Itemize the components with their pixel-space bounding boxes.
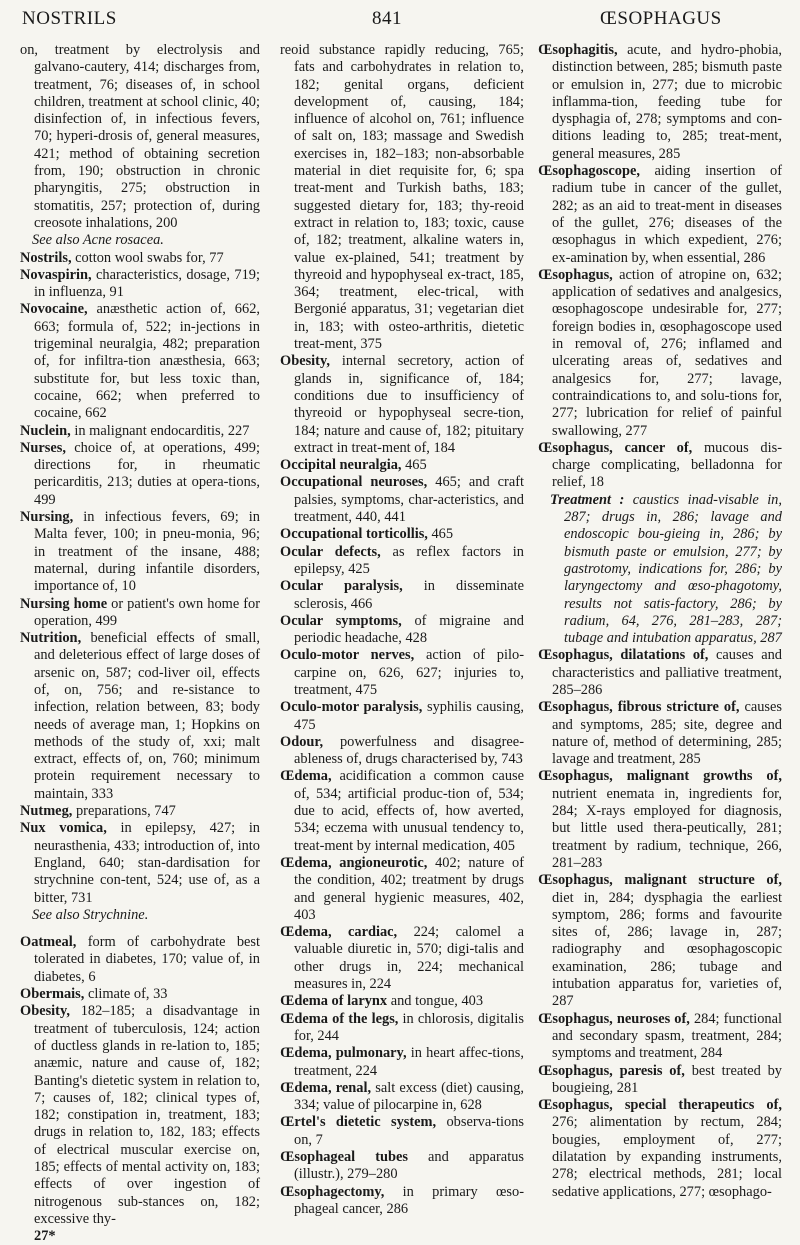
index-entry-heading: Œsophagus, special therapeutics of, <box>538 1097 782 1114</box>
index-entry <box>280 647 524 699</box>
index-entry <box>20 803 260 820</box>
index-entry-heading: Œsophagus, malignant structure of, <box>538 872 782 889</box>
index-entry-text: salt excess (diet) causing, 334; value of pilocarpine in, 628 <box>294 1079 524 1114</box>
index-gap <box>20 924 260 934</box>
index-entry-heading: Occupational neuroses, <box>280 474 428 491</box>
index-entry <box>20 301 260 422</box>
index-entry <box>280 578 524 613</box>
index-entry-text: beneficial effects of small, and deleterious effect of large doses of arsenic on, 587; cod-liver oil, effects of, on, 756; and re-sistance to infection, relation between, 83; body needs of average man, 1; Hopkins on methods of the study of, xxi; malt extract, effects of, on, 760; minimum protein requirement necessary to maintain, 333 <box>34 630 260 802</box>
index-entry <box>20 509 260 595</box>
index-entry <box>538 1063 782 1098</box>
index-entry-text: 465 <box>401 457 427 474</box>
index-entry <box>280 1149 524 1184</box>
index-entry-text: 465; and craft palsies, symptoms, char-acteristics, and treatment, 440, 441 <box>294 474 524 526</box>
index-entry-heading: Œdema of larynx <box>280 993 388 1010</box>
index-entry <box>538 163 782 267</box>
index-entry-text: in disseminate sclerosis, 466 <box>294 578 524 612</box>
signature-mark: 27* <box>34 1228 56 1245</box>
index-entry-heading: Œdema of the legs, <box>280 1010 399 1027</box>
index-entry-text: on, treatment by electrolysis and galvano-cautery, 414; discharges from, treatment, 76; diseases of, in school children, treatment at school clinic, 40; disinfection of, in infectious fevers, 70; hyperi-drosis of, general measures, 421; method of obtaining secretion from, 190; obstruction in chronic pharyngitis, 275; obstruction in stomatitis, 257; protection of, during creosote inhalations, 200 <box>20 42 260 231</box>
index-entry-text: of migraine and periodic headache, 428 <box>294 612 524 647</box>
index-entry-heading: Nursing home <box>20 595 108 612</box>
index-entry-heading: Occupational torticollis, <box>280 526 428 543</box>
index-entry <box>280 768 524 854</box>
index-entry-heading: Nostrils, <box>20 249 72 266</box>
index-entry-heading: Nursing, <box>20 509 74 526</box>
index-entry-text: action of pilo-carpine on, 626, 627; injuries to, treatment, 475 <box>294 647 524 698</box>
index-entry-text: anæsthetic action of, 662, 663; formula of, 522; in-jections in trigeminal neuralgia, 482; preparation of, for infiltra-tion anæsthesia, 663; substitute for, but less toxic than, cocaine, 662; when preferred to cocaine, 662 <box>34 301 260 422</box>
index-entry-text: and tongue, 403 <box>387 993 484 1010</box>
index-entry <box>280 924 524 993</box>
index-entry-text: 224; calomel a valuable diuretic in, 570; digi-talis and other drugs in, 224; mechanical measures in, 224 <box>294 924 524 993</box>
index-entry <box>280 457 524 474</box>
index-entry-heading: Ocular paralysis, <box>280 578 403 595</box>
index-entry-heading: Treatment : <box>550 491 625 508</box>
index-entry-text: acute, and hydro-phobia, distinction between, 285; bismuth paste or emulsion in, 277; due to microbic inflamma-tion, feeding tube for dysphagia of, 278; symptoms and con-ditions leading to, 285; treat-ment, general measures, 285 <box>552 42 782 162</box>
index-entry-text: characteristics, dosage, 719; in influenza, 91 <box>34 266 260 301</box>
index-entry-text: diet in, 284; dysphagia the earliest symptom, 286; forms and favourite sites of, 286; lavage in, 287; radiography and œsophagoscopic examination, 286; tubage and intubation apparatus for, varieties of, 287 <box>552 889 782 1010</box>
index-entry-heading: Œsophagectomy, <box>280 1183 385 1200</box>
index-entry-text: 284; functional and secondary spasm, treatment, 284; symptoms and treatment, 284 <box>552 1010 782 1062</box>
index-entry <box>280 544 524 579</box>
index-entry-heading: Novaspirin, <box>20 266 92 283</box>
index-entry <box>538 768 782 872</box>
index-entry <box>538 647 782 699</box>
index-entry <box>280 1184 524 1219</box>
running-header-right: ŒSOPHAGUS <box>600 8 722 29</box>
index-entry <box>20 1003 260 1228</box>
index-entry-heading: Œsophagus, neuroses of, <box>538 1010 690 1027</box>
index-entry <box>280 1080 524 1115</box>
index-entry-text: form of carbohydrate best tolerated in diabetes, 170; value of, in diabetes, 6 <box>34 934 260 985</box>
index-entry-heading: Œdema, <box>280 768 332 785</box>
index-entry <box>20 423 260 440</box>
index-entry <box>538 699 782 768</box>
index-entry-heading: Obermais, <box>20 986 85 1003</box>
index-entry-heading: Nutrition, <box>20 630 82 647</box>
index-entry <box>20 630 260 803</box>
index-entry <box>280 613 524 648</box>
index-entry <box>20 907 260 924</box>
index-entry-text: in primary œso-phageal cancer, 286 <box>294 1183 524 1217</box>
index-entry-text: 182–185; a disadvantage in treatment of tuberculosis, 124; action of ductless glands in re-lation to, 185; anæmic, nature and cause of, 182; Banting's dietetic system in relation to, 7; causes of, 182; clinical types of, 182; constipation in, treatment, 183; drugs in relation to, 182, 183; effects of electrical muscular exercise on, 185; effects of mental activity on, 183; effects of over ingestion of nitrogenous sub-stances on, 182; excessive thy- <box>34 1003 260 1227</box>
index-entry <box>538 440 782 492</box>
index-entry <box>280 734 524 769</box>
index-entry-text: cotton wool swabs for, 77 <box>71 249 224 266</box>
index-column-3 <box>538 42 782 1201</box>
index-entry-heading: Nux vomica, <box>20 820 107 837</box>
running-header-left: NOSTRILS <box>22 8 117 29</box>
index-entry <box>280 699 524 734</box>
index-entry-heading: Œsophagus, cancer of, <box>538 439 693 456</box>
index-entry-text: observa-tions on, 7 <box>294 1114 524 1148</box>
index-entry-heading: Novocaine, <box>20 301 88 318</box>
index-entry-text: action of atropine on, 632; application of sedatives and analgesics, œsophagoscope undesirable for, 277; foreign bodies in, œsophagoscope used in removal of, 276; inflamed and ulcerating areas of, sedatives and analgesics for, 277; lavage, contraindications to, and solu-tions for, 277; lubrication for relief of painful swallowing, 277 <box>552 266 782 439</box>
index-entry <box>538 1097 782 1201</box>
index-entry <box>538 267 782 440</box>
index-entry-text: powerfulness and disagree-ableness of, drugs characterised by, 743 <box>294 733 524 768</box>
index-entry-heading: Œsophagitis, <box>538 42 618 58</box>
index-entry-text: in infectious fevers, 69; in Malta fever, 100; in pneu-monia, 96; in treatment of the insane, 488; maternal, during infantile disorders, importance of, 10 <box>34 509 260 595</box>
index-entry-text: best treated by bougieing, 281 <box>552 1062 783 1096</box>
index-entry <box>538 1011 782 1063</box>
index-entry-text: as reflex factors in epilepsy, 425 <box>294 543 524 577</box>
index-entry-heading: Œsophagus, dilatations of, <box>538 647 709 664</box>
index-entry-text: and apparatus (illustr.), 279–280 <box>294 1149 524 1183</box>
index-entry-text: in epilepsy, 427; in neurasthenia, 433; introduction of, into England, 640; stan-dardisation for strychnine con-tent, 524; use of, as a bitter, 731 <box>34 820 261 906</box>
index-entry <box>280 42 524 353</box>
index-entry-text: causes and characteristics and palliative treatment, 285–286 <box>552 647 782 698</box>
index-entry-text: in chlorosis, digitalis for, 244 <box>294 1010 524 1044</box>
index-entry <box>20 986 260 1003</box>
index-entry-heading: Odour, <box>280 733 324 750</box>
index-entry-heading: Ocular defects, <box>280 543 381 560</box>
index-entry-text: mucous dis-charge complicating, belladonna for relief, 18 <box>552 439 782 491</box>
index-entry-text: 276; alimentation by rectum, 284; bougies, employment of, 277; dilatation by expanding instruments, 278; electrical methods, 281; local sedative applications, 277; œsophago- <box>552 1114 782 1200</box>
index-entry-heading: Oculo-motor paralysis, <box>280 699 423 716</box>
index-entry-text: climate of, 33 <box>84 986 168 1003</box>
index-entry-text: in malignant endocarditis, 227 <box>70 422 250 439</box>
index-entry-text: preparations, 747 <box>72 803 176 820</box>
index-entry <box>20 232 260 249</box>
index-entry <box>280 526 524 543</box>
index-column-2 <box>280 42 524 1218</box>
index-entry <box>280 855 524 924</box>
index-entry <box>20 42 260 232</box>
index-entry-text: syphilis causing, 475 <box>294 699 524 733</box>
index-entry-heading: Occipital neuralgia, <box>280 457 402 474</box>
index-entry <box>20 250 260 267</box>
index-entry <box>280 1045 524 1080</box>
index-entry-text: internal secretory, action of glands in, significance of, 184; conditions due to insufficiency of thyreoid or hypophyseal secre-tion, 184; nature and cause of, 182; pituitary extract in treat-ment of, 184 <box>294 353 524 456</box>
page-number: 841 <box>372 8 402 29</box>
index-entry-heading: Œdema, cardiac, <box>280 924 398 941</box>
index-entry-heading: Œsophagus, <box>538 266 613 283</box>
index-entry-text: 402; nature of the condition, 402; treatment by drugs and general hygienic measures, 402, 403 <box>294 854 524 923</box>
index-entry-heading: Œdema, renal, <box>280 1079 372 1096</box>
index-entry-heading: Oatmeal, <box>20 934 77 951</box>
index-entry <box>538 872 782 1010</box>
index-entry-heading: Œsophageal tubes <box>280 1149 408 1165</box>
index-entry-text: nutrient enemata in, ingredients for, 284; X-rays employed for diagnosis, but little used thera-peutically, 281; treatment by radium, technique, 266, 281–283 <box>552 785 782 871</box>
index-entry-heading: Œsophagus, malignant growths of, <box>538 768 782 785</box>
index-entry-text: See also Acne rosacea. <box>32 232 164 249</box>
index-entry-heading: Nuclein, <box>20 422 71 439</box>
index-entry <box>20 934 260 986</box>
index-entry-text: or patient's own home for operation, 499 <box>34 595 260 629</box>
index-entry-text: See also Strychnine. <box>32 906 149 923</box>
index-entry <box>20 596 260 631</box>
index-entry <box>20 267 260 302</box>
index-entry <box>280 1011 524 1046</box>
index-entry-heading: Œrtel's dietetic system, <box>280 1114 437 1131</box>
index-entry-text: in heart affec-tions, treatment, 224 <box>294 1045 524 1079</box>
index-entry <box>280 353 524 457</box>
index-entry-text: choice of, at operations, 499; directions for, in rheumatic pericarditis, 213; duties at opera-tions, 499 <box>34 439 260 508</box>
index-entry <box>20 820 260 906</box>
index-entry-text: caustics inad-visable in, 287; drugs in, 286; lavage and endoscopic bou-gieing in, 286; by bismuth paste or emulsion, 277; by gastrotomy, indications for, 286; by laryngectomy and œso-phagotomy, results not satis-factory, 286; by radium, 64, 276, 281–283, 287; tubage and intubation apparatus, 287 <box>564 491 782 647</box>
index-entry-heading: Nurses, <box>20 439 66 456</box>
index-entry-heading: Obesity, <box>280 353 330 370</box>
index-entry-heading: Œsophagoscope, <box>538 163 640 180</box>
index-entry <box>280 474 524 526</box>
index-entry-heading: Nutmeg, <box>20 803 73 820</box>
index-entry-heading: Ocular symptoms, <box>280 612 402 629</box>
index-column-1 <box>20 42 260 1245</box>
index-entry-text: causes and symptoms, 285; site, degree and nature of, method of determining, 285; lavage and treatment, 285 <box>552 699 783 768</box>
index-entry-heading: Oculo-motor nerves, <box>280 647 415 664</box>
index-entry-text: aiding insertion of radium tube in cancer of the gullet, 282; as an aid to treat-ment in diseases of the gullet, 276; diseases of the œsophagus in which expedient, 276; ex-amination by, when essential, 286 <box>552 163 782 266</box>
index-entry <box>20 440 260 509</box>
index-entry <box>538 42 782 163</box>
index-entry-heading: Œdema, pulmonary, <box>280 1045 407 1062</box>
index-entry-text: acidification a common cause of, 534; artificial produc-tion of, 534; due to acid, effects of, how averted, 534; eczema with unusual tendency to, treat-ment by internal medication, 405 <box>294 768 524 854</box>
index-entry <box>538 492 782 648</box>
index-entry <box>280 993 524 1010</box>
index-entry-heading: Œdema, angioneurotic, <box>280 854 428 871</box>
index-entry-text: reoid substance rapidly reducing, 765; fats and carbohydrates in relation to, 182; genital organs, deficient development of, causing, 184; influence of alcohol on, 761; influence of salt on, 183; massage and Swedish exercises in, 182–183; non-absorbable material in diet requisite for, 6; spa treat-ment and Turkish baths, 183; suggested dietary for, 183; thy-reoid extract in relation to, 183; toxic, cause of, 182; treatment, alkaline waters in, value ex-plained, 541; treatment by thyreoid and hypophyseal ex-tract, 185, 364; treatment, elec-trical, with Bergonié apparatus, 31; vegetarian diet in, 183; with osteo-arthritis, dietetic treat-ment, 375 <box>280 42 524 353</box>
index-entry-heading: Œsophagus, fibrous stricture of, <box>538 699 740 716</box>
index-entry <box>280 1114 524 1149</box>
index-entry-text: 465 <box>427 526 454 543</box>
index-entry-heading: Œsophagus, paresis of, <box>538 1062 685 1079</box>
index-entry-heading: Obesity, <box>20 1003 70 1020</box>
